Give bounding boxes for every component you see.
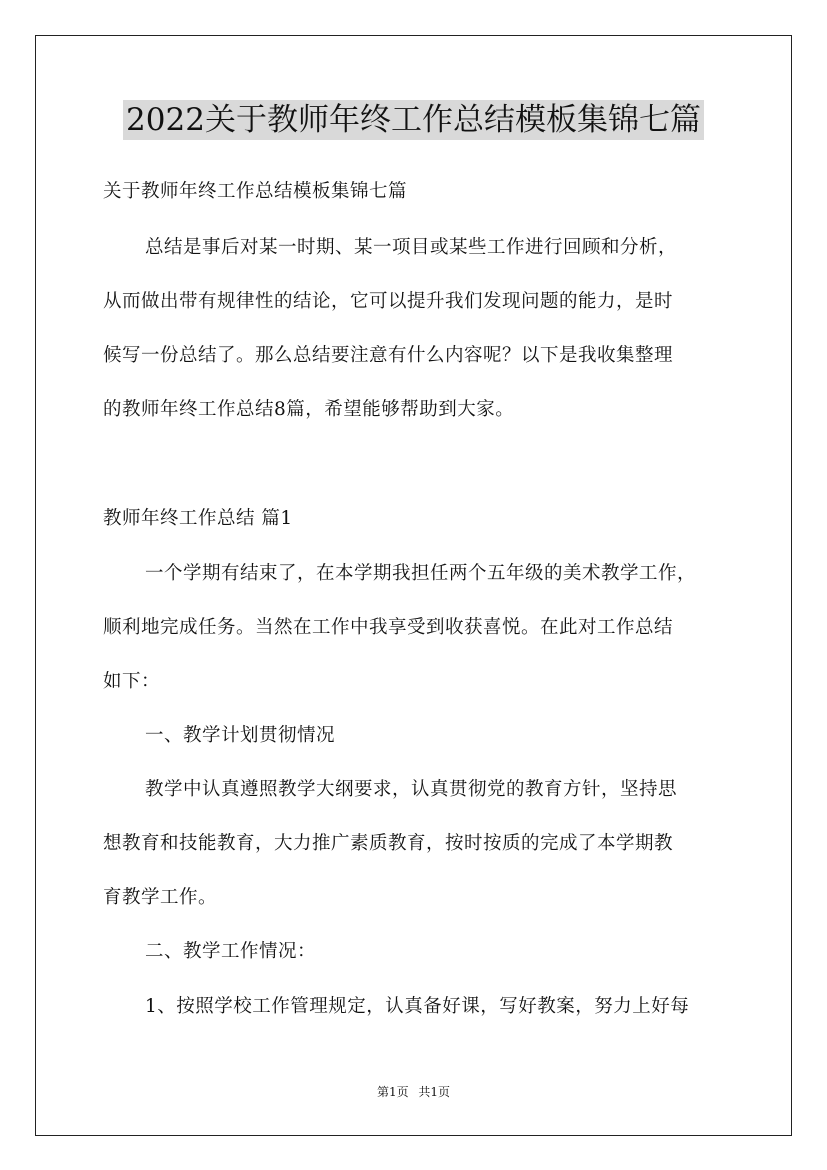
subheading-line: 一、教学计划贯彻情况 (145, 725, 336, 746)
paragraph-line: 1、按照学校工作管理规定，认真备好课，写好教案，努力上好每 (145, 996, 690, 1017)
subheading-line: 二、教学工作情况： (145, 941, 317, 962)
paragraph-line: 教学中认真遵照教学大纲要求，认真贯彻党的教育方针，坚持思 (145, 779, 678, 800)
paragraph-line: 一个学期有结束了，在本学期我担任两个五年级的美术教学工作， (145, 563, 697, 584)
section-heading: 教师年终工作总结 篇1 (103, 508, 293, 529)
paragraph-line: 从而做出带有规律性的结论，它可以提升我们发现问题的能力，是时 (103, 291, 674, 312)
paragraph-line: 如下： (103, 671, 161, 692)
page-total: 共1页 (418, 1085, 451, 1099)
title-container (0, 100, 827, 140)
paragraph-line: 总结是事后对某一时期、某一项目或某些工作进行回顾和分析， (145, 237, 678, 258)
subtitle-line: 关于教师年终工作总结模板集锦七篇 (103, 181, 408, 202)
paragraph-line: 想教育和技能教育，大力推广素质教育，按时按质的完成了本学期教 (103, 833, 674, 854)
document-title: 2022关于教师年终工作总结模板集锦七篇 (123, 100, 704, 140)
page-number: 第1页 (376, 1085, 409, 1099)
page-footer (0, 1084, 827, 1100)
paragraph-line: 育教学工作。 (103, 887, 218, 908)
paragraph-line: 的教师年终工作总结8篇，希望能够帮助到大家。 (103, 399, 515, 420)
paragraph-line: 候写一份总结了。那么总结要注意有什么内容呢？以下是我收集整理 (103, 345, 674, 366)
paragraph-line: 顺利地完成任务。当然在工作中我享受到收获喜悦。在此对工作总结 (103, 617, 674, 638)
